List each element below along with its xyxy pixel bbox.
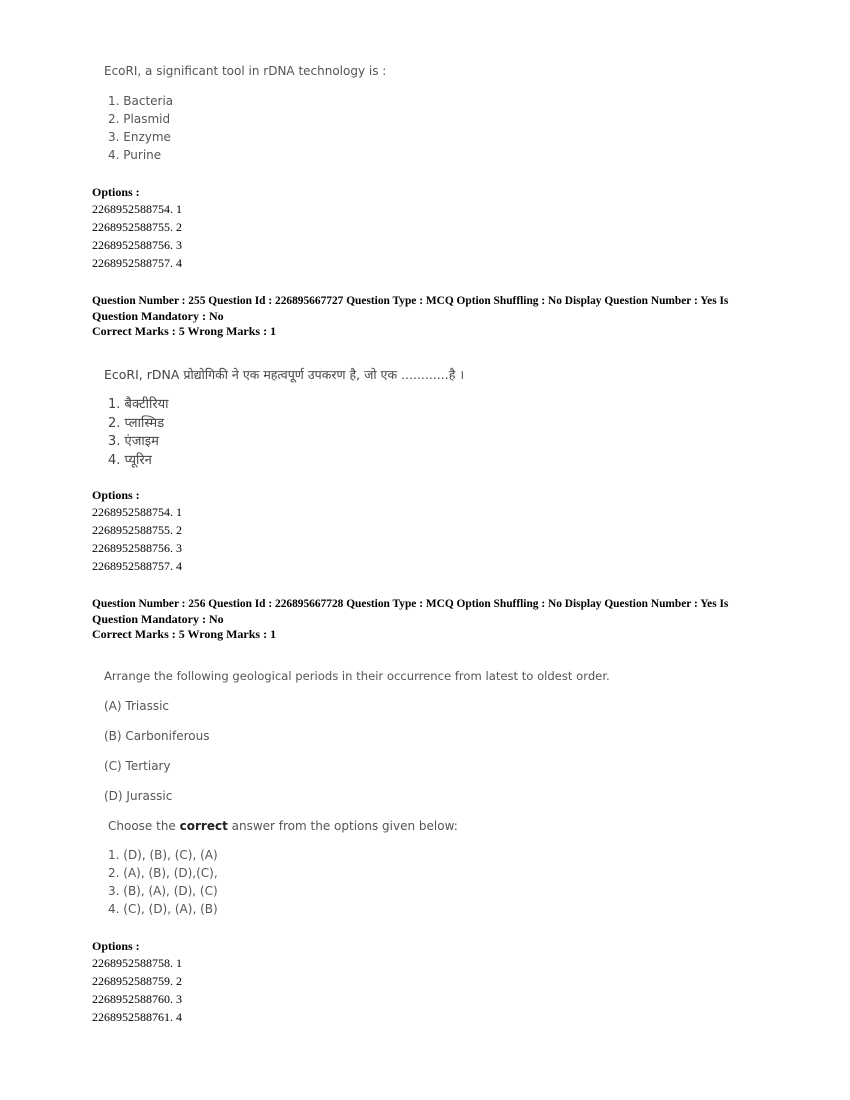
q3-option-3: 2268952588760. 3 xyxy=(92,992,182,1006)
q3-stem: Arrange the following geological periods in their occurrence from latest to oldest order. xyxy=(104,669,610,683)
q2-option-2: 2268952588755. 2 xyxy=(92,523,182,537)
q3-option-2: 2268952588759. 2 xyxy=(92,974,182,988)
q3-header xyxy=(92,597,772,642)
q2-header xyxy=(92,294,772,339)
q1-options-label: Options : xyxy=(92,185,140,199)
q2-stem: EcoRI, rDNA प्रोद्योगिकी ने एक महत्वपूर्ण उपकरण है, जो एक ............है । xyxy=(104,367,465,382)
q2-choice-4: 4. प्यूरिन xyxy=(108,453,152,468)
q2-options-label: Options : xyxy=(92,488,140,502)
q2-header-line2: Question Mandatory : No xyxy=(92,309,224,323)
q2-choice-3: 3. एंजाइम xyxy=(108,434,159,449)
q3-item-a: (A) Triassic xyxy=(104,699,170,713)
q1-option-2: 2268952588755. 2 xyxy=(92,220,182,234)
q2-marks: Correct Marks : 5 Wrong Marks : 1 xyxy=(92,324,277,338)
q3-header-line2: Question Mandatory : No xyxy=(92,612,224,626)
q1-choice-4: 4. Purine xyxy=(108,148,162,162)
q2-header-line1: Question Number : 255 Question Id : 226895667727 Question Type : MCQ Option Shuffling : No Display Question Number : Yes Is xyxy=(92,295,729,307)
q3-marks: Correct Marks : 5 Wrong Marks : 1 xyxy=(92,627,277,641)
q3-item-b: (B) Carboniferous xyxy=(104,729,210,743)
q1-choice-2: 2. Plasmid xyxy=(108,112,171,126)
q3-item-c: (C) Tertiary xyxy=(104,759,171,773)
q2-choice-1: 1. बैक्टीरिया xyxy=(108,397,169,412)
q1-option-3: 2268952588756. 3 xyxy=(92,238,182,252)
q3-item-d: (D) Jurassic xyxy=(104,789,173,803)
q3-option-1: 2268952588758. 1 xyxy=(92,956,182,970)
q3-instruction xyxy=(108,819,458,833)
q3-choice-3: 3. (B), (A), (D), (C) xyxy=(108,884,218,898)
q3-instruction-bold: correct xyxy=(179,819,228,833)
q1-option-1: 2268952588754. 1 xyxy=(92,202,182,216)
q3-instruction-pre: Choose the xyxy=(108,819,180,833)
q3-header-line1: Question Number : 256 Question Id : 226895667728 Question Type : MCQ Option Shuffling : No Display Question Number : Yes Is xyxy=(92,598,729,610)
q3-option-4: 2268952588761. 4 xyxy=(92,1010,182,1024)
q2-option-1: 2268952588754. 1 xyxy=(92,505,182,519)
q2-option-3: 2268952588756. 3 xyxy=(92,541,182,555)
q1-stem: EcoRI, a significant tool in rDNA technology is : xyxy=(104,64,387,78)
q1-choice-1: 1. Bacteria xyxy=(108,94,174,108)
q1-choice-3: 3. Enzyme xyxy=(108,130,171,144)
q3-choice-1: 1. (D), (B), (C), (A) xyxy=(108,848,218,862)
q1-option-4: 2268952588757. 4 xyxy=(92,256,182,270)
q3-choice-4: 4. (C), (D), (A), (B) xyxy=(108,902,218,916)
q3-choice-2: 2. (A), (B), (D),(C), xyxy=(108,866,218,880)
q3-instruction-post: answer from the options given below: xyxy=(227,819,458,833)
q2-choice-2: 2. प्लास्मिड xyxy=(108,416,165,431)
q3-options-label: Options : xyxy=(92,939,140,953)
q2-option-4: 2268952588757. 4 xyxy=(92,559,182,573)
